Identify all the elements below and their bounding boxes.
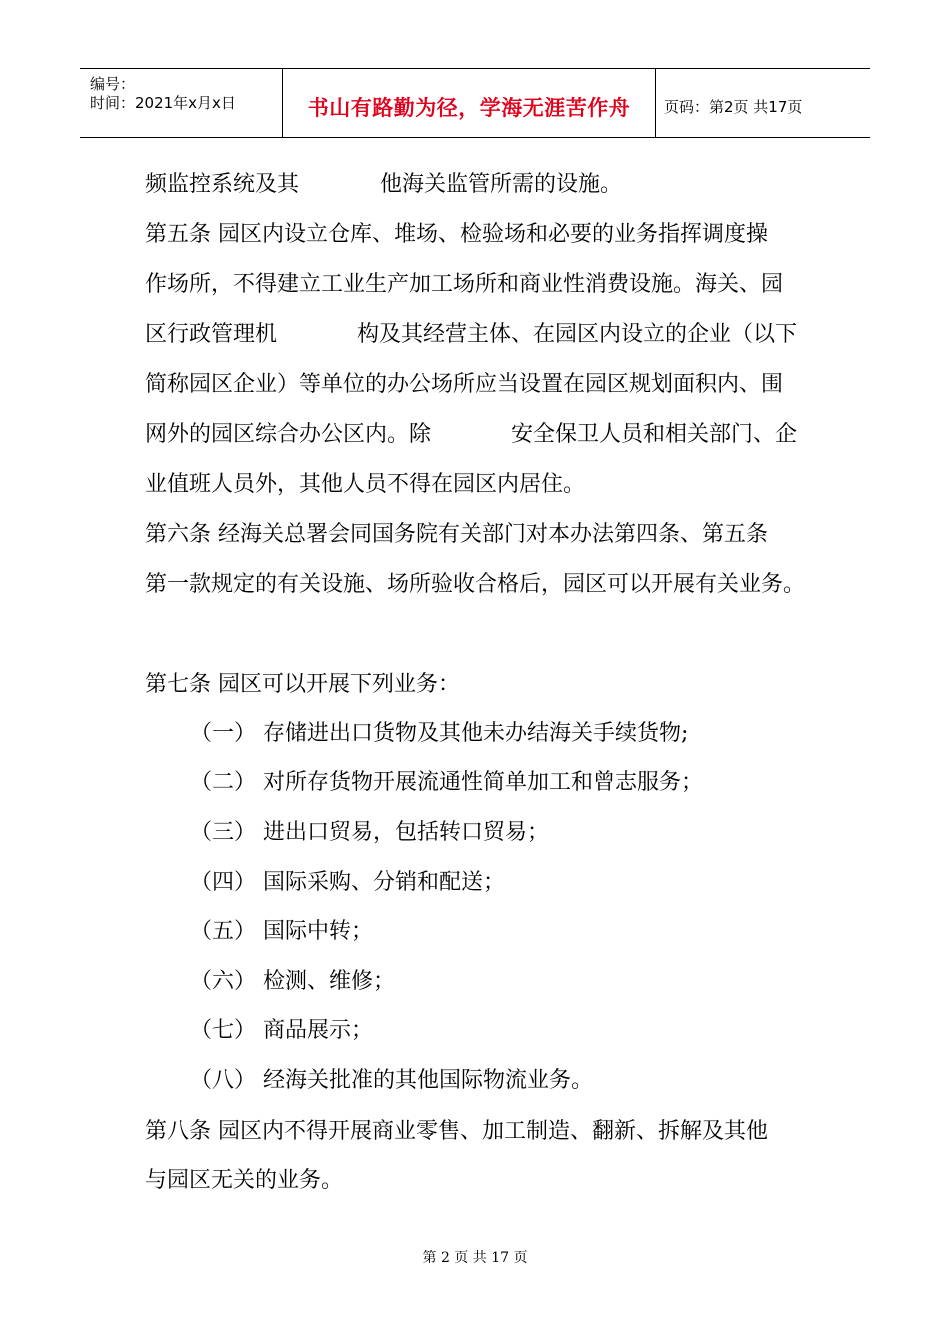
body-line-9 [145, 570, 805, 600]
header-page-cell [656, 69, 870, 137]
article-5-heading-line [145, 220, 768, 250]
text-segment: 频监控系统及其 [145, 172, 300, 197]
header-motto-cell [283, 69, 656, 137]
text-segment: （六） 检测、维修； [190, 969, 395, 994]
text-segment: 与园区无关的业务。 [145, 1168, 344, 1193]
list-item-3 [190, 818, 549, 848]
text-segment: 简称园区企业）等单位的办公场所应当设置在园区规划面积内、围 [145, 372, 784, 397]
text-segment: 他海关监管所需的设施。 [380, 172, 623, 197]
text-segment: 第一款规定的有关设施、场所验收合格后，园区可以开展有关业务。 [145, 572, 806, 597]
body-line-1 [145, 170, 622, 200]
body-line-5 [145, 370, 783, 400]
document-number-label: 编号： [90, 75, 136, 93]
list-item-7 [190, 1016, 373, 1046]
text-segment: 第七条 园区可以开展下列业务： [145, 672, 460, 697]
text-segment: 作场所，不得建立工业生产加工场所和商业性消费设施。海关、园 [145, 272, 784, 297]
list-item-8 [190, 1066, 593, 1096]
text-segment: 构及其经营主体、在园区内设立的企业（以下 [357, 322, 798, 347]
text-segment: 第八条 园区内不得开展商业零售、加工制造、翻新、拆解及其他 [145, 1119, 768, 1144]
text-segment: 区行政管理机 [145, 322, 278, 347]
text-segment: 安全保卫人员和相关部门、企 [511, 422, 798, 447]
document-time-label: 时间：2021年x月x日 [90, 94, 236, 112]
page-header [80, 68, 870, 138]
text-segment: （一） 存储进出口货物及其他未办结海关手续货物; [190, 721, 689, 746]
body-line-6 [145, 420, 797, 450]
text-segment: （五） 国际中转； [190, 919, 373, 944]
text-segment: 网外的园区综合办公区内。除 [145, 422, 432, 447]
body-line-20 [145, 1166, 343, 1196]
text-segment: 第五条 园区内设立仓库、堆场、检验场和必要的业务指挥调度操 [145, 222, 768, 247]
body-line-3 [145, 270, 783, 300]
body-line-7 [145, 470, 585, 500]
text-segment: 业值班人员外，其他人员不得在园区内居住。 [145, 472, 586, 497]
text-segment: （二） 对所存货物开展流通性简单加工和曾志服务； [190, 770, 703, 795]
header-page-info: 页码：第2页 共17页 [664, 98, 803, 116]
list-item-4 [190, 868, 505, 898]
header-motto: 书山有路勤为径，学海无涯苦作舟 [307, 96, 631, 120]
list-item-2 [190, 768, 703, 798]
text-segment: 第六条 经海关总署会同国务院有关部门对本办法第四条、第五条 [145, 522, 768, 547]
list-item-6 [190, 967, 395, 997]
text-segment: （七） 商品展示； [190, 1018, 373, 1043]
page-footer: 第 2 页 共 17 页 [422, 1250, 528, 1266]
list-item-1 [190, 719, 688, 749]
article-8-heading-line [145, 1117, 768, 1147]
text-segment: （八） 经海关批准的其他国际物流业务。 [190, 1068, 593, 1093]
text-segment: （四） 国际采购、分销和配送； [190, 870, 505, 895]
article-6-heading-line [145, 520, 768, 550]
text-segment: （三） 进出口贸易，包括转口贸易； [190, 820, 549, 845]
list-item-5 [190, 917, 373, 947]
header-meta-cell [80, 69, 283, 137]
article-7-heading-line [145, 670, 460, 700]
body-line-4 [145, 320, 797, 350]
